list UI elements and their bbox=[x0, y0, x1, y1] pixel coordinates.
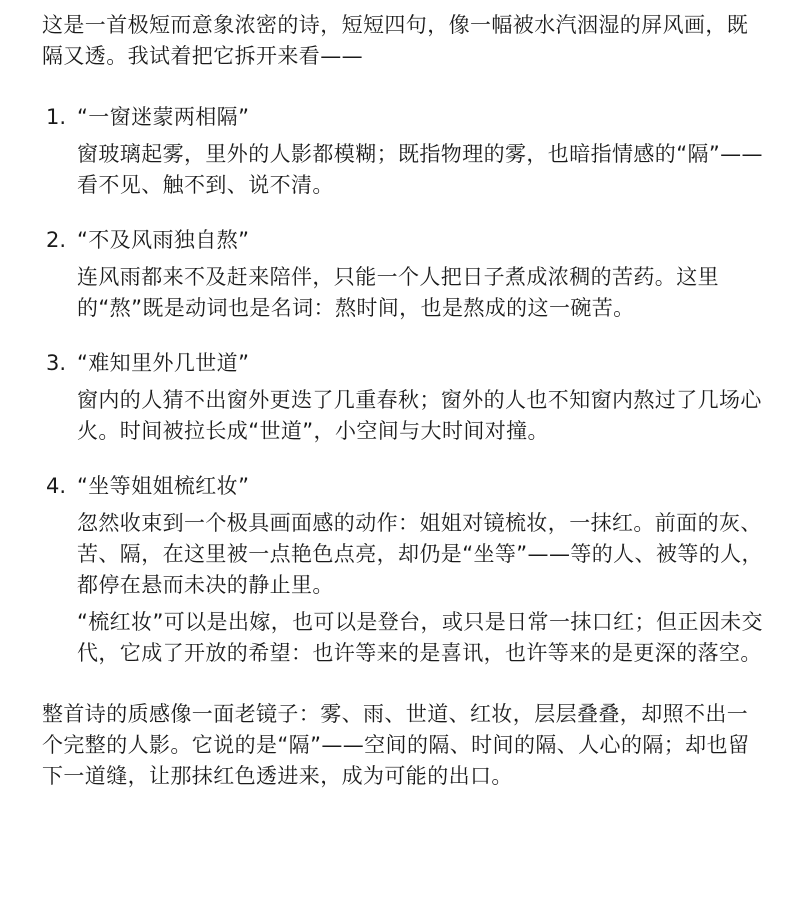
list-item-body bbox=[42, 385, 766, 447]
poem-line-quote: “难知里外几世道” bbox=[77, 351, 250, 375]
poem-line-quote: “不及风雨独自熬” bbox=[77, 228, 250, 252]
list-item bbox=[42, 348, 766, 447]
intro-paragraph: 这是一首极短而意象浓密的诗，短短四句，像一幅被水汽洇湿的屏风画，既隔又透。我试着把它拆开来看—— bbox=[42, 13, 749, 68]
list-item-heading bbox=[42, 225, 766, 256]
list-item-body bbox=[42, 139, 766, 201]
poem-line-quote: “坐等姐姐梳红妆” bbox=[77, 474, 250, 498]
list-number: 4. bbox=[46, 474, 67, 498]
list-number: 2. bbox=[46, 228, 67, 252]
list-item bbox=[42, 471, 766, 669]
explanation-paragraph: 窗内的人猜不出窗外更迭了几重春秋；窗外的人也不知窗内熬过了几场心火。时间被拉长成“世道”，小空间与大时间对撞。 bbox=[77, 388, 762, 443]
explanation-paragraph: 连风雨都来不及赶来陪伴，只能一个人把日子煮成浓稠的苦药。这里的“熬”既是动词也是名词：熬时间，也是熬成的这一碗苦。 bbox=[77, 265, 719, 320]
list-item-heading bbox=[42, 471, 766, 502]
explanation-paragraph: 窗玻璃起雾，里外的人影都模糊；既指物理的雾，也暗指情感的“隔”——看不见、触不到、说不清。 bbox=[77, 142, 763, 197]
list-item-body bbox=[42, 262, 766, 324]
list-item-body bbox=[42, 508, 766, 669]
list-item bbox=[42, 102, 766, 201]
list-item-heading bbox=[42, 102, 766, 133]
list-item-heading bbox=[42, 348, 766, 379]
poem-line-quote: “一窗迷蒙两相隔” bbox=[77, 105, 250, 129]
poem-line-list bbox=[42, 102, 766, 669]
explanation-paragraph: 忽然收束到一个极具画面感的动作：姐姐对镜梳妆，一抹红。前面的灰、苦、隔，在这里被一点艳色点亮，却仍是“坐等”——等的人、被等的人，都停在悬而未决的静止里。 bbox=[77, 511, 763, 597]
conclusion-paragraph: 整首诗的质感像一面老镜子：雾、雨、世道、红妆，层层叠叠，却照不出一个完整的人影。它说的是“隔”——空间的隔、时间的隔、人心的隔；却也留下一道缝，让那抹红色透进来，成为可能的出口。 bbox=[42, 702, 750, 788]
explanation-paragraph: “梳红妆”可以是出嫁，也可以是登台，或只是日常一抹口红；但正因未交代，它成了开放的希望：也许等来的是喜讯，也许等来的是更深的落空。 bbox=[77, 610, 763, 665]
list-number: 3. bbox=[46, 351, 67, 375]
list-item bbox=[42, 225, 766, 324]
list-number: 1. bbox=[46, 105, 67, 129]
